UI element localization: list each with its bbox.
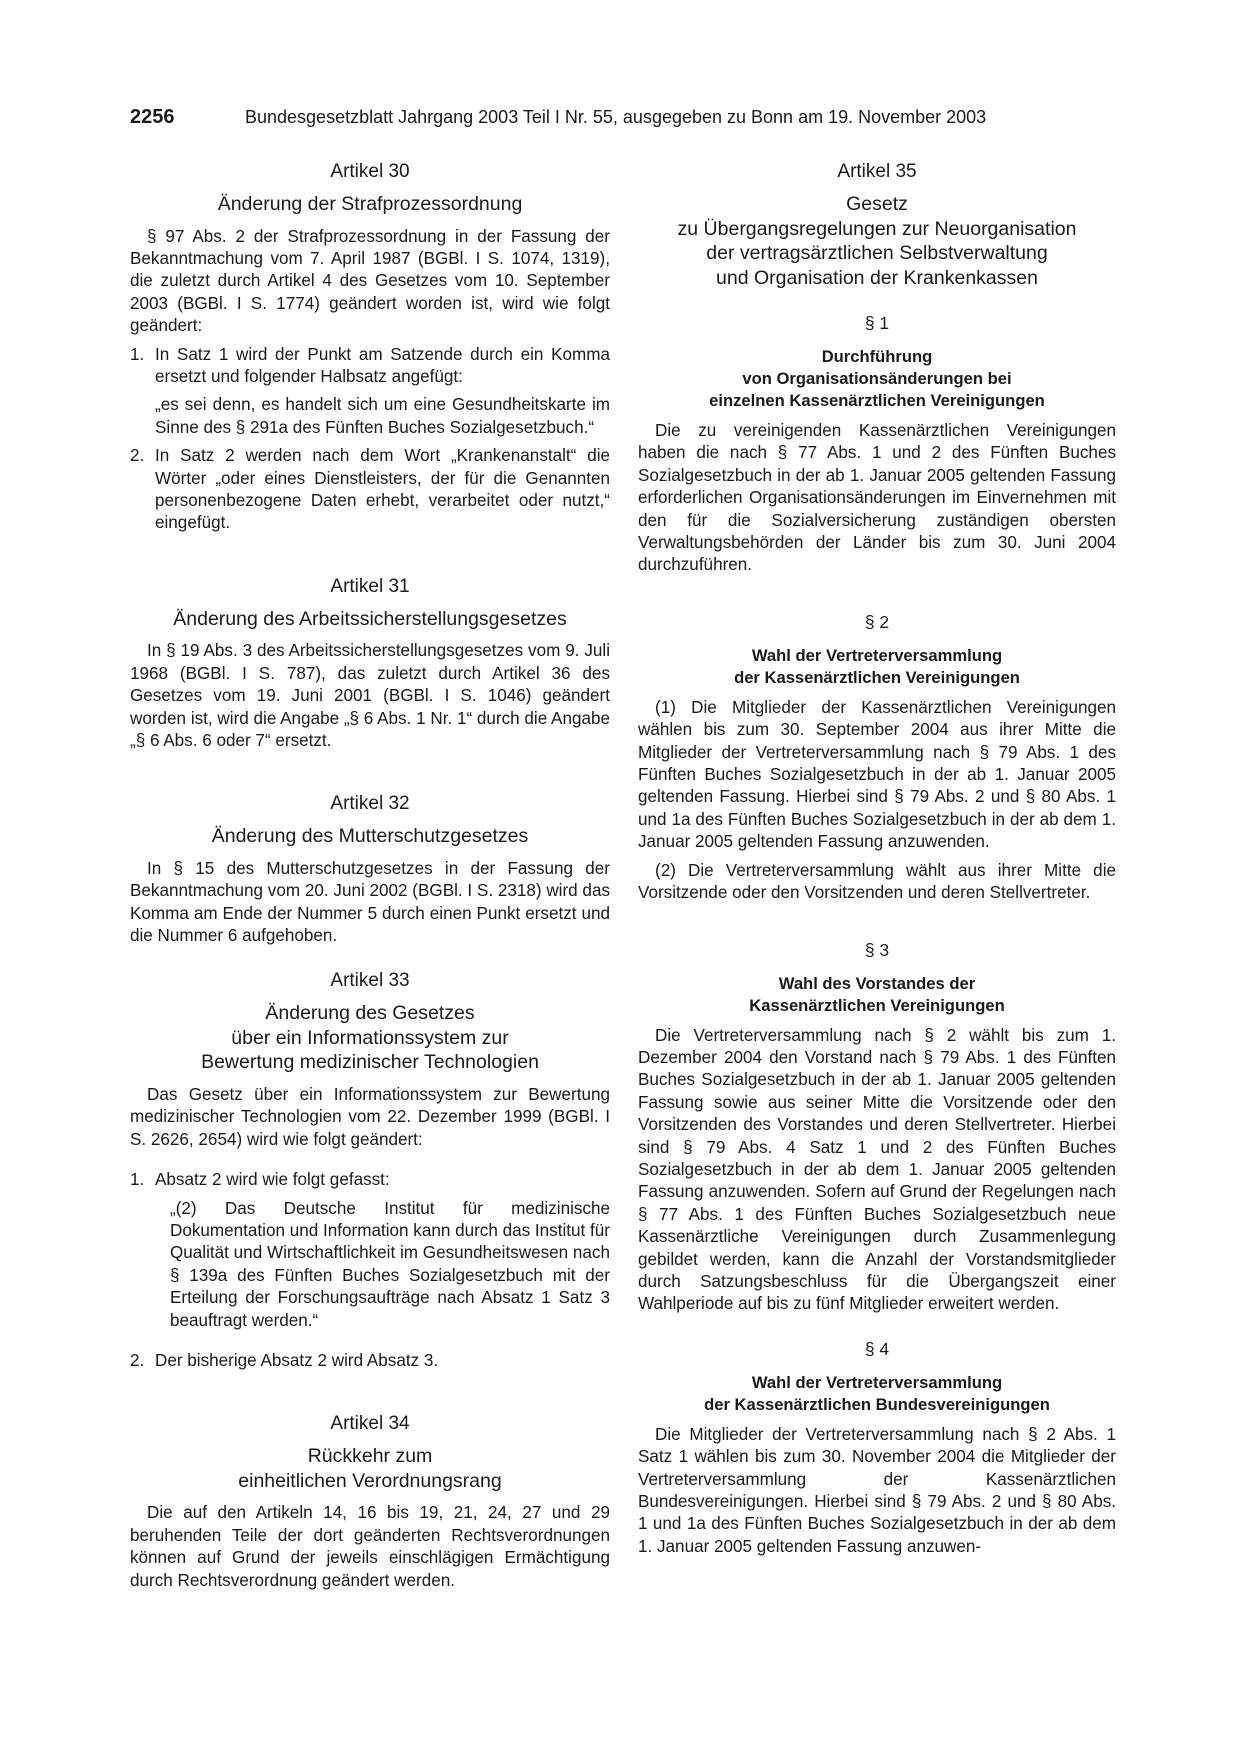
article-33	[130, 969, 610, 1372]
article-text: Die auf den Artikeln 14, 16 bis 19, 21, 24, 27 und 29 beruhenden Teile der dort geänderten Rechtsverordnungen können auf Grund der jeweils einschlägigen Ermächtigung durch Rechtsverordnung geändert werden.	[130, 1503, 610, 1590]
section-title-line: der Kassenärztlichen Bundesvereinigungen	[704, 1394, 1050, 1414]
article-title-line: Bewertung medizinischer Technologien	[201, 1051, 539, 1074]
article-text: In § 19 Abs. 3 des Arbeitssicherstellungsgesetzes vom 9. Juli 1968 (BGBl. I S. 787), das zuletzt durch Artikel 36 des Gesetzes vom 19. Juni 2001 (BGBl. I S. 1046) geändert worden ist, wird die Angabe „§ 6 Abs. 1 Nr. 1“ durch die Angabe „§ 6 Abs. 6 oder 7“ ersetzt.	[130, 641, 610, 750]
article-35	[638, 160, 1116, 290]
article-heading: Artikel 31	[330, 575, 410, 597]
section-title-line: Durchführung	[821, 347, 933, 366]
article-title	[130, 1444, 610, 1493]
section-title-line: von Organisationsänderungen bei	[742, 369, 1012, 388]
item-number: 1.	[130, 344, 145, 364]
section-title-line: Wahl der Vertreterversammlung	[751, 645, 1003, 665]
article-heading: Artikel 34	[330, 1413, 410, 1435]
paragraph-4	[638, 1338, 1116, 1558]
article-title: Änderung des Arbeitssicherstellungsgesetzes	[173, 607, 567, 630]
numbered-item	[130, 445, 610, 535]
item-number: 2.	[130, 1351, 145, 1370]
article-30	[130, 160, 610, 535]
item-number: 2.	[130, 446, 145, 466]
article-title	[638, 192, 1116, 290]
paragraph-2	[638, 611, 1116, 905]
article-title-line: einheitlichen Verordnungsrang	[238, 1469, 502, 1492]
numbered-item	[130, 1350, 610, 1372]
right-column	[638, 160, 1116, 1564]
section-subparagraph: (1) Die Mitglieder der Kassenärztlichen Vereinigungen wählen bis zum 30. September 2004 aus ihrer Mitte die Mitglieder der Vertreterversammlung nach § 79 Abs. 1 des Fünften Buches Sozialgesetzbuch in der ab 1. Januar 2005 geltenden Fassung. Hierbei sind § 79 Abs. 2 und § 80 Abs. 1 und 1a des Fünften Buches Sozialgesetzbuch in der ab dem 1. Januar 2005 geltenden Fassung anzuwenden.	[638, 697, 1116, 852]
left-column	[130, 160, 610, 1598]
quoted-text: „es sei denn, es handelt sich um eine Gesundheitskarte im Sinne des § 291a des Fünften Buches Sozialgesetzbuch.“	[155, 395, 610, 437]
article-title-line: der vertragsärztlichen Selbstverwaltung	[706, 242, 1048, 264]
paragraph-3	[638, 939, 1116, 1316]
section-number: § 1	[864, 313, 890, 333]
article-title: Änderung der Strafprozessordnung	[217, 193, 523, 215]
section-text: Die zu vereinigenden Kassenärztlichen Vereinigungen haben die nach § 77 Abs. 1 und 2 des Fünften Buches Sozialgesetzbuch in der ab 1. Januar 2005 geltenden Fassung erforderlichen Organisationsänderungen im Einvernehmen mit den für die Sozialversicherung zuständigen obersten Verwaltungsbehörden der Länder bis zum 30. Juni 2004 durchzuführen.	[638, 421, 1116, 575]
journal-line: Bundesgesetzblatt Jahrgang 2003 Teil I Nr. 55, ausgegeben zu Bonn am 19. November 2003	[245, 107, 987, 127]
page-header	[130, 103, 1130, 131]
article-title-line: Gesetz	[846, 193, 908, 215]
article-title	[130, 1001, 610, 1075]
article-heading: Artikel 32	[330, 793, 410, 815]
quoted-text: „(2) Das Deutsche Institut für medizinische Dokumentation und Information kann durch das Institut für Qualität und Wirtschaftlichkeit im Gesundheitswesen nach § 139a des Fünften Buches Sozialgesetzbuch mit der Erteilung der Forschungsaufträge nach Absatz 1 Satz 3 beauftragt werden.“	[170, 1198, 610, 1330]
section-title-line: einzelnen Kassenärztlichen Vereinigungen	[709, 391, 1045, 410]
item-text: Absatz 2 wird wie folgt gefasst:	[155, 1170, 390, 1190]
article-title: Änderung des Mutterschutzgesetzes	[211, 825, 529, 848]
section-text: Die Mitglieder der Vertreterversammlung nach § 2 Abs. 1 Satz 1 wählen bis zum 30. November 2004 die Mitglieder der Vertreterversammlung der Kassenärztlichen Bundesvereinigungen. Hierbei sind § 79 Abs. 2 und § 80 Abs. 1 und 1a des Fünften Buches Sozialgesetzbuch in der ab dem 1. Januar 2005 geltenden Fassung anzuwen-	[638, 1424, 1116, 1556]
page-number: 2256	[130, 106, 175, 128]
article-title-line: über ein Informationssystem zur	[231, 1026, 509, 1049]
section-title-line: Wahl der Vertreterversammlung	[751, 1372, 1003, 1392]
section-title	[638, 1372, 1116, 1416]
article-title-line: und Organisation der Krankenkassen	[716, 266, 1038, 289]
article-title-line: Rückkehr zum	[307, 1445, 433, 1468]
item-number: 1.	[130, 1170, 145, 1190]
article-title-line: Änderung des Gesetzes	[265, 1002, 475, 1025]
section-title-line: Kassenärztlichen Vereinigungen	[749, 995, 1005, 1015]
section-subparagraph: (2) Die Vertreterversammlung wählt aus ihrer Mitte die Vorsitzende oder den Vorsitzenden und deren Stellvertreter.	[638, 860, 1116, 903]
article-heading: Artikel 35	[837, 161, 917, 182]
article-heading: Artikel 33	[330, 970, 410, 992]
item-text: In Satz 2 werden nach dem Wort „Krankenanstalt“ die Wörter „oder eines Dienstleisters, der für die Genannten personenbezogene Daten erhebt, verarbeitet oder nutzt,“ eingefügt.	[155, 446, 610, 533]
section-number: § 4	[864, 1338, 890, 1359]
section-title	[638, 346, 1116, 412]
article-34	[130, 1412, 610, 1592]
section-title-line: der Kassenärztlichen Vereinigungen	[734, 667, 1020, 687]
section-title-line: Wahl des Vorstandes der	[778, 973, 976, 993]
section-text: Die Vertreterversammlung nach § 2 wählt bis zum 1. Dezember 2004 den Vorstand nach § 79 Abs. 1 des Fünften Buches Sozialgesetzbuch in der ab 1. Januar 2005 geltenden Fassung sowie aus seiner Mitte die Vorsitzende oder den Vorsitzenden des Vorstandes und deren Stellvertreter. Hierbei sind § 79 Abs. 4 Satz 1 und 2 des Fünften Buches Sozialgesetzbuch in der ab dem 1. Januar 2005 geltenden Fassung anzuwenden. Sofern auf Grund der Regelungen nach § 77 Abs. 1 des Fünften Buches Sozialgesetzbuch neue Kassenärztliche Vereinigungen durch Zusammenlegung gebildet werden, kann die Anzahl der Vorstandsmitglieder durch Satzungsbeschluss für die Übergangszeit einer Wahlperiode auf bis zu fünf Mitglieder erweitert werden.	[638, 1025, 1116, 1314]
article-31	[130, 575, 610, 753]
section-title	[638, 645, 1116, 689]
section-title	[638, 973, 1116, 1017]
article-intro: Das Gesetz über ein Informationssystem zur Bewertung medizinischer Technologien vom 22. Dezember 1999 (BGBl. I S. 2626, 2654) wird wie folgt geändert:	[130, 1084, 610, 1149]
section-number: § 2	[864, 611, 890, 632]
section-number: § 3	[864, 939, 890, 960]
numbered-item	[130, 1169, 610, 1191]
paragraph-1	[638, 312, 1116, 577]
item-text: Der bisherige Absatz 2 wird Absatz 3.	[155, 1351, 439, 1370]
article-heading: Artikel 30	[330, 161, 410, 182]
numbered-item	[130, 344, 610, 389]
article-title-line: zu Übergangsregelungen zur Neuorganisation	[677, 217, 1077, 240]
article-text: In § 15 des Mutterschutzgesetzes in der Fassung der Bekanntmachung vom 20. Juni 2002 (BGBl. I S. 2318) wird das Komma am Ende der Nummer 5 durch einen Punkt ersetzt und die Nummer 6 aufgehoben.	[130, 858, 610, 946]
article-32	[130, 792, 610, 947]
article-intro: § 97 Abs. 2 der Strafprozessordnung in der Fassung der Bekanntmachung vom 7. April 1987 (BGBl. I S. 1074, 1319), die zuletzt durch Artikel 4 des Gesetzes vom 10. September 2003 (BGBl. I S. 1774) geändert worden ist, wird wie folgt geändert:	[130, 226, 610, 336]
item-text: In Satz 1 wird der Punkt am Satzende durch ein Komma ersetzt und folgender Halbsatz angefügt:	[155, 344, 610, 386]
